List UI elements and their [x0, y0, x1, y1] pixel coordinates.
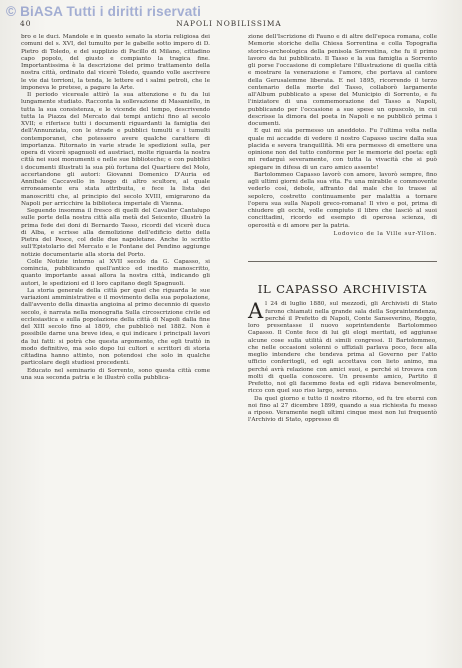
- running-header: [20, 19, 438, 31]
- paragraph: Da quel giorno e tutto il nostro ritorno, ed fu tre eterni con noi fino al 27 dicembre 1899, quando a sua richiesta fu messo a riposo. Veramente negli ultimi cinque mesi non lui frequentò l'Archivio di Stato, oppresso di: [248, 395, 437, 424]
- section-divider: [248, 261, 437, 262]
- left-column: [21, 34, 210, 382]
- running-title: NAPOLI NOBILISSIMA: [176, 19, 282, 28]
- right-column: [248, 34, 437, 425]
- paragraph: zione dell'Iscrizione di Fauno e di altre dell'epoca romana, colle Memorie storiche della Chiesa Sorrentina e colla Topografia storico-archeologica della penisola Sorrentina, che fu il primo lavoro da lui pubblicato. Il Tasso e la sua famiglia a Sorrento gli porse l'occasione di completare l'illustrazione di quella città e mostrare la venerazione e l'amore, che portava al cantore della Gerusalemme liberata. E nel 1895, ricorrendo il terzo centenario della morte del Tasso, collaborò largamente all'Album pubblicato a spese del Municipio di Sorrento, e fu l'iniziatore di una commemorazione del Tasso a Napoli, pubblicando per l'occasione a sue spese un opuscolo, in cui descrisse la dimora del poeta in Napoli e ne pubblicò prima i documenti.: [248, 34, 437, 127]
- paragraph: l 24 di luglio 1880, sul mezzodì, gli Archivisti di Stato furono chiamati nella grande sala della Sopraintendenza, perché il Prefetto di Napoli, Conte Sanseverino, Reggio, loro presentasse il nuovo soprintendente Bartolommeo Capasso. Il Conte fece di lui gli elogi meritati, ed aggiunse alcune cose sulla utilità di simili congressi. Il Bartolommeo, che nelle occasioni solenni o uffiziali parlava poco, fece alla meglio intendere che tendeva prima al Governo per l'atto ufficio conferitogli, ed egli accettava con lieto animo, ma perché avrà relazione con amici suoi, e perché si trovava con molti di quella conoscere. Un presente amico, Partito il Prefetto, noi gli facemmo festa ed egli ridava benevolmente, ricco con quel suo riso largo, sereno.: [248, 301, 437, 395]
- paragraph: La storia generale della città per quel che riguarda le sue variazioni amministrative e il movimento della sua popolazione, dall'avvento della dinastia angioina al primo decennio di questo secolo, è narrata nella monografia Sulla circoscrizione civile ed ecclesiastica e sulla popolazione della città di Napoli dalla fine del XIII secolo fino al 1809, che pubblicò nel 1882. Non è possibile darne una breve idea, e qui indicare i principali lavori da lui fatti: si potrà che questa argomento, che egli trattò in modo definitivo, ma solo dopo lui cultori e scrittori di storia cittadina hanno attinto, non potendosi che solo in qualche particolare degli studiosi precedenti.: [21, 287, 210, 367]
- drop-cap: A: [248, 299, 264, 324]
- page-number: 40: [20, 19, 32, 28]
- author-signature: Lodovico de la Ville sur-Yllon.: [333, 230, 437, 237]
- paragraph: bro e le duci. Mandole e in questo senato la storia religiosa dei comuni del s. XVI, del tumulto per le gabelle sotto impero di D. Pietro di Toledo, e del supplizio di Pacillo di Milano, cittadino capo popolo, del giusto e compianto la tragica fine. Importantissima è la descrizione del primo trattamento della nostra città, ordinato dal vicerè Toledo, quando volle ascrivere le vie dai torrioni, la tenda, le lettere ed i salmi petroli, che le imponeva le pretese, a pagare la Arte.: [21, 34, 210, 91]
- paragraph: Il periodo vicereale attirò la sua attenzione e fu da lui lungamente studiato. Racconta la sollevazione di Masaniello, in tutta la sua consistenza, e le vicende del tempo, descrivendo tutta la Piazza del Mercato dai tempi antichi fino al secolo XVII; e riferisce tutti i documenti riguardanti la famiglia dei dell'Annunziata, con le strade e pubblici tumulti e i tumulti contemporanei, che potessero avere qualche carattere di importanza. Ritornato in varie strade le spedizioni sulla, per opera di vicerè spagnuoli ed austriaci, molte riguarda la nostra città nei suoi monumenti e nelle sue biblioteche; e con pubblici i documenti illustrati la sua più fortuna del Quartiere del Molo, accertandone gli autori: Giovanni Domenico D'Auria ed Annibale Caccavello in luogo di altro scultore, al quale erroneamente era stata attribuita, e fece la lista dei manoscritti che, al principio del secolo XVIII, emigrarono da Napoli per arricchire la biblioteca imperiale di Vienna.: [21, 92, 210, 207]
- paragraph: Educato nel seminario di Sorrento, sono questa città come una sua seconda patria e le illustrò colla pubblica-: [21, 367, 210, 381]
- paragraph: Colle Notizie intorno al XVII secolo da G. Capasso, si comincia, pubblicando quell'antico ed inedito manoscritto, quanto importante assai allora la nostra città, indicando gli autori, le spedizioni ed il loro capitano degli Spagnuoli.: [21, 258, 210, 287]
- paragraph: E qui mi sia permesso un aneddoto. Fu l'ultima volta nella quale mi accadde di vedere il nostro Capasso uscire dalla sua placida e severa tranquillità. Mi era permesso di emettere una opinione non del tutto conforme per le memorie del poeta: egli mi redarguì severamente, con tutta la vivacità che si può spiegare in difesa di un caro amico assente!: [248, 128, 437, 171]
- paragraph: Seguendo insomma il fresco di quelli del Cavalier Cantalupo sulle porte della nostra città alla metà del Seicento, illustrò la prima fede dei doni di Bernardo Tasso, ricordi del vicerè duca di Alba, e scrisse alla demolizione dell'edificio detto della Pietra del Pesce, col delle due napoletane. Anche lo scritto sull'Epistolario del Mercato e le Fontane del Pendino aggiunge notizie documentarie alla storia del Porto.: [21, 208, 210, 258]
- paragraph: Bartolommeo Capasso lavorò con amore, lavorò sempre, fino agli ultimi giorni della sua vita. Fu una mirabile e commovente vederlo così, debole, affranto dal male che lo trasse al sepolcro, costretto continuamente per malattia a tornare l'opera sua sulla Napoli greco-romana! Il vivo e poi, prima di chiudere gli occhi, volle compiuto il libro che lasciò al suoi concittadini, ricordo ed esempio di operosa scienza, di operosità e di amore per la patria.: [248, 171, 437, 229]
- copyright-watermark: © BiASA Tutti i diritti riservati: [6, 4, 202, 19]
- section-body: [248, 301, 437, 424]
- section-title: IL CAPASSO ARCHIVISTA: [257, 282, 428, 296]
